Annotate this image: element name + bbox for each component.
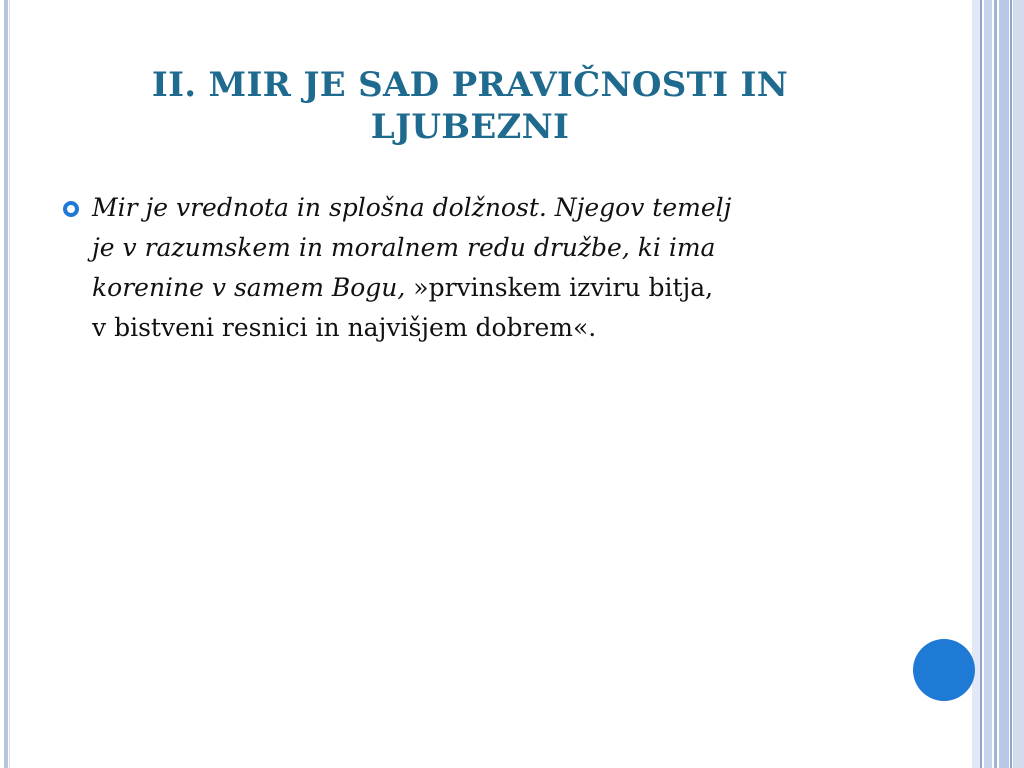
bullet-line-4 <box>92 308 892 348</box>
bullet-line-1 <box>92 188 892 228</box>
left-border <box>4 0 8 768</box>
bullet-line-3 <box>92 268 892 308</box>
right-decorative-stripes <box>972 0 1024 768</box>
stripe <box>1013 0 1024 768</box>
italic-text: Mir je vrednota in splošna dolžnost. Njegov temelj <box>92 193 732 222</box>
italic-text: korenine v samem Bogu, <box>92 273 406 302</box>
bullet-text <box>92 188 892 348</box>
italic-text: je v razumskem in moralnem redu družbe, ki ima <box>92 233 716 262</box>
regular-text: »prvinskem izviru bitja, <box>405 273 714 302</box>
slide-title <box>60 64 880 148</box>
bullet-line-2 <box>92 228 892 268</box>
stripe <box>980 0 982 768</box>
stripe <box>994 0 997 768</box>
stripe <box>972 0 980 768</box>
stripe <box>984 0 992 768</box>
title-line-2: LJUBEZNI <box>370 107 570 147</box>
decorative-circle-icon <box>913 639 975 701</box>
title-line-1: II. MIR JE SAD PRAVIČNOSTI IN <box>151 65 789 105</box>
regular-text: v bistveni resnici in najvišjem dobrem«. <box>92 313 597 342</box>
ring-bullet-icon <box>62 200 80 218</box>
stripe <box>1010 0 1012 768</box>
stripe <box>999 0 1009 768</box>
left-border-inner <box>9 0 10 768</box>
